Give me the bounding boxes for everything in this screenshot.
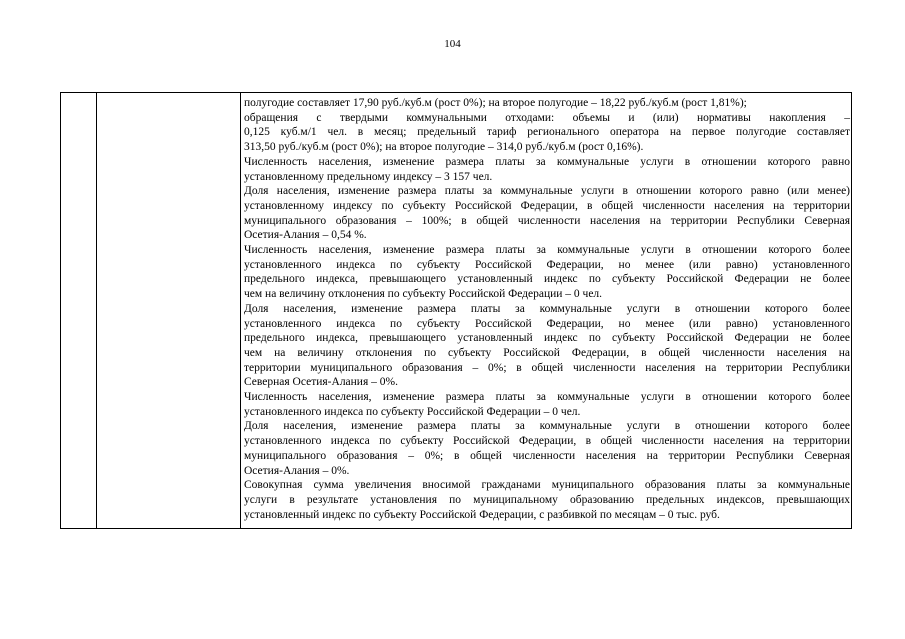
text-line: установленному предельному индексу – 3 157 чел. bbox=[244, 170, 493, 183]
text-line: Осетия-Алания – 0%. bbox=[244, 464, 350, 477]
text-line: 313,50 руб./куб.м (рост 0%); на второе полугодие – 314,0 руб./куб.м (рост 0,16%). bbox=[244, 141, 644, 154]
column-divider bbox=[240, 93, 241, 528]
text-line: Численность населения, изменение размера платы за коммунальные услуги в отношении которого равно bbox=[244, 155, 850, 168]
text-line: Доля населения, изменение размера платы за коммунальные услуги в отношении которого более bbox=[244, 302, 850, 315]
text-line: чем на величину отклонения по субъекту Российской Федерации, в общей численности населения на bbox=[244, 346, 850, 359]
text-line: установленный индекс по субъекту Российской Федерации, с разбивкой по месяцам – 0 тыс. руб. bbox=[244, 508, 720, 521]
text-line: Северная Осетия-Алания – 0%. bbox=[244, 376, 398, 389]
text-line: предельного индекса, превышающего установленный индекс по субъекту Российской Федерации не более bbox=[244, 273, 850, 286]
text-line: муниципального образования – 100%; в общей численности населения на территории Республики Северная bbox=[244, 214, 850, 227]
text-line: Численность населения, изменение размера платы за коммунальные услуги в отношении которого более bbox=[244, 244, 850, 256]
text-line: чем на величину отклонения по субъекту Российской Федерации – 0 чел. bbox=[244, 288, 603, 301]
page-number: 104 bbox=[444, 38, 461, 50]
text-line: установленного индекса по субъекту Российской Федерации, но менее (или равно) установленного bbox=[244, 258, 850, 271]
text-line: территории муниципального образования – 0%; в общей численности населения на территории Республики bbox=[244, 361, 850, 374]
text-line: обращения с твердыми коммунальными отходами: объемы и (или) нормативы накопления – bbox=[244, 111, 850, 124]
text-line: установленному индексу по субъекту Российской Федерации, в общей численности населения на территории bbox=[244, 199, 850, 212]
text-line: установленного индекса по субъекту Российской Федерации, но менее (или равно) установленного bbox=[244, 317, 850, 330]
text-line: Совокупная сумма увеличения вносимой гражданами муниципального образования платы за коммунальные bbox=[244, 479, 850, 492]
text-line: Доля населения, изменение размера платы за коммунальные услуги в отношении которого более bbox=[244, 420, 850, 433]
text-line: Численность населения, изменение размера платы за коммунальные услуги в отношении которого более bbox=[244, 391, 850, 403]
text-line: установленного индекса по субъекту Российской Федерации, в общей численности населения на территории bbox=[244, 435, 850, 448]
text-line: муниципального образования – 0%; в общей численности населения на территории Республики Северная bbox=[244, 449, 850, 462]
text-line: услуги в результате установления по муниципальному образованию предельных индексов, превышающих bbox=[244, 493, 850, 506]
text-line: Осетия-Алания – 0,54 %. bbox=[244, 229, 367, 242]
text-line: полугодие составляет 17,90 руб./куб.м (рост 0%); на второе полугодие – 18,22 руб./куб.м (рост 1,81%); bbox=[244, 97, 747, 109]
text-line: 0,125 куб.м/1 чел. в месяц; предельный тариф регионального оператора на первое полугодие составляет bbox=[244, 126, 850, 139]
text-line: Доля населения, изменение размера платы за коммунальные услуги в отношении которого равно (или менее) bbox=[244, 185, 850, 198]
column-divider bbox=[96, 93, 97, 528]
text-line: предельного индекса, превышающего установленный индекс по субъекту Российской Федерации не более bbox=[244, 332, 850, 345]
text-line: установленного индекса по субъекту Российской Федерации – 0 чел. bbox=[244, 405, 581, 418]
